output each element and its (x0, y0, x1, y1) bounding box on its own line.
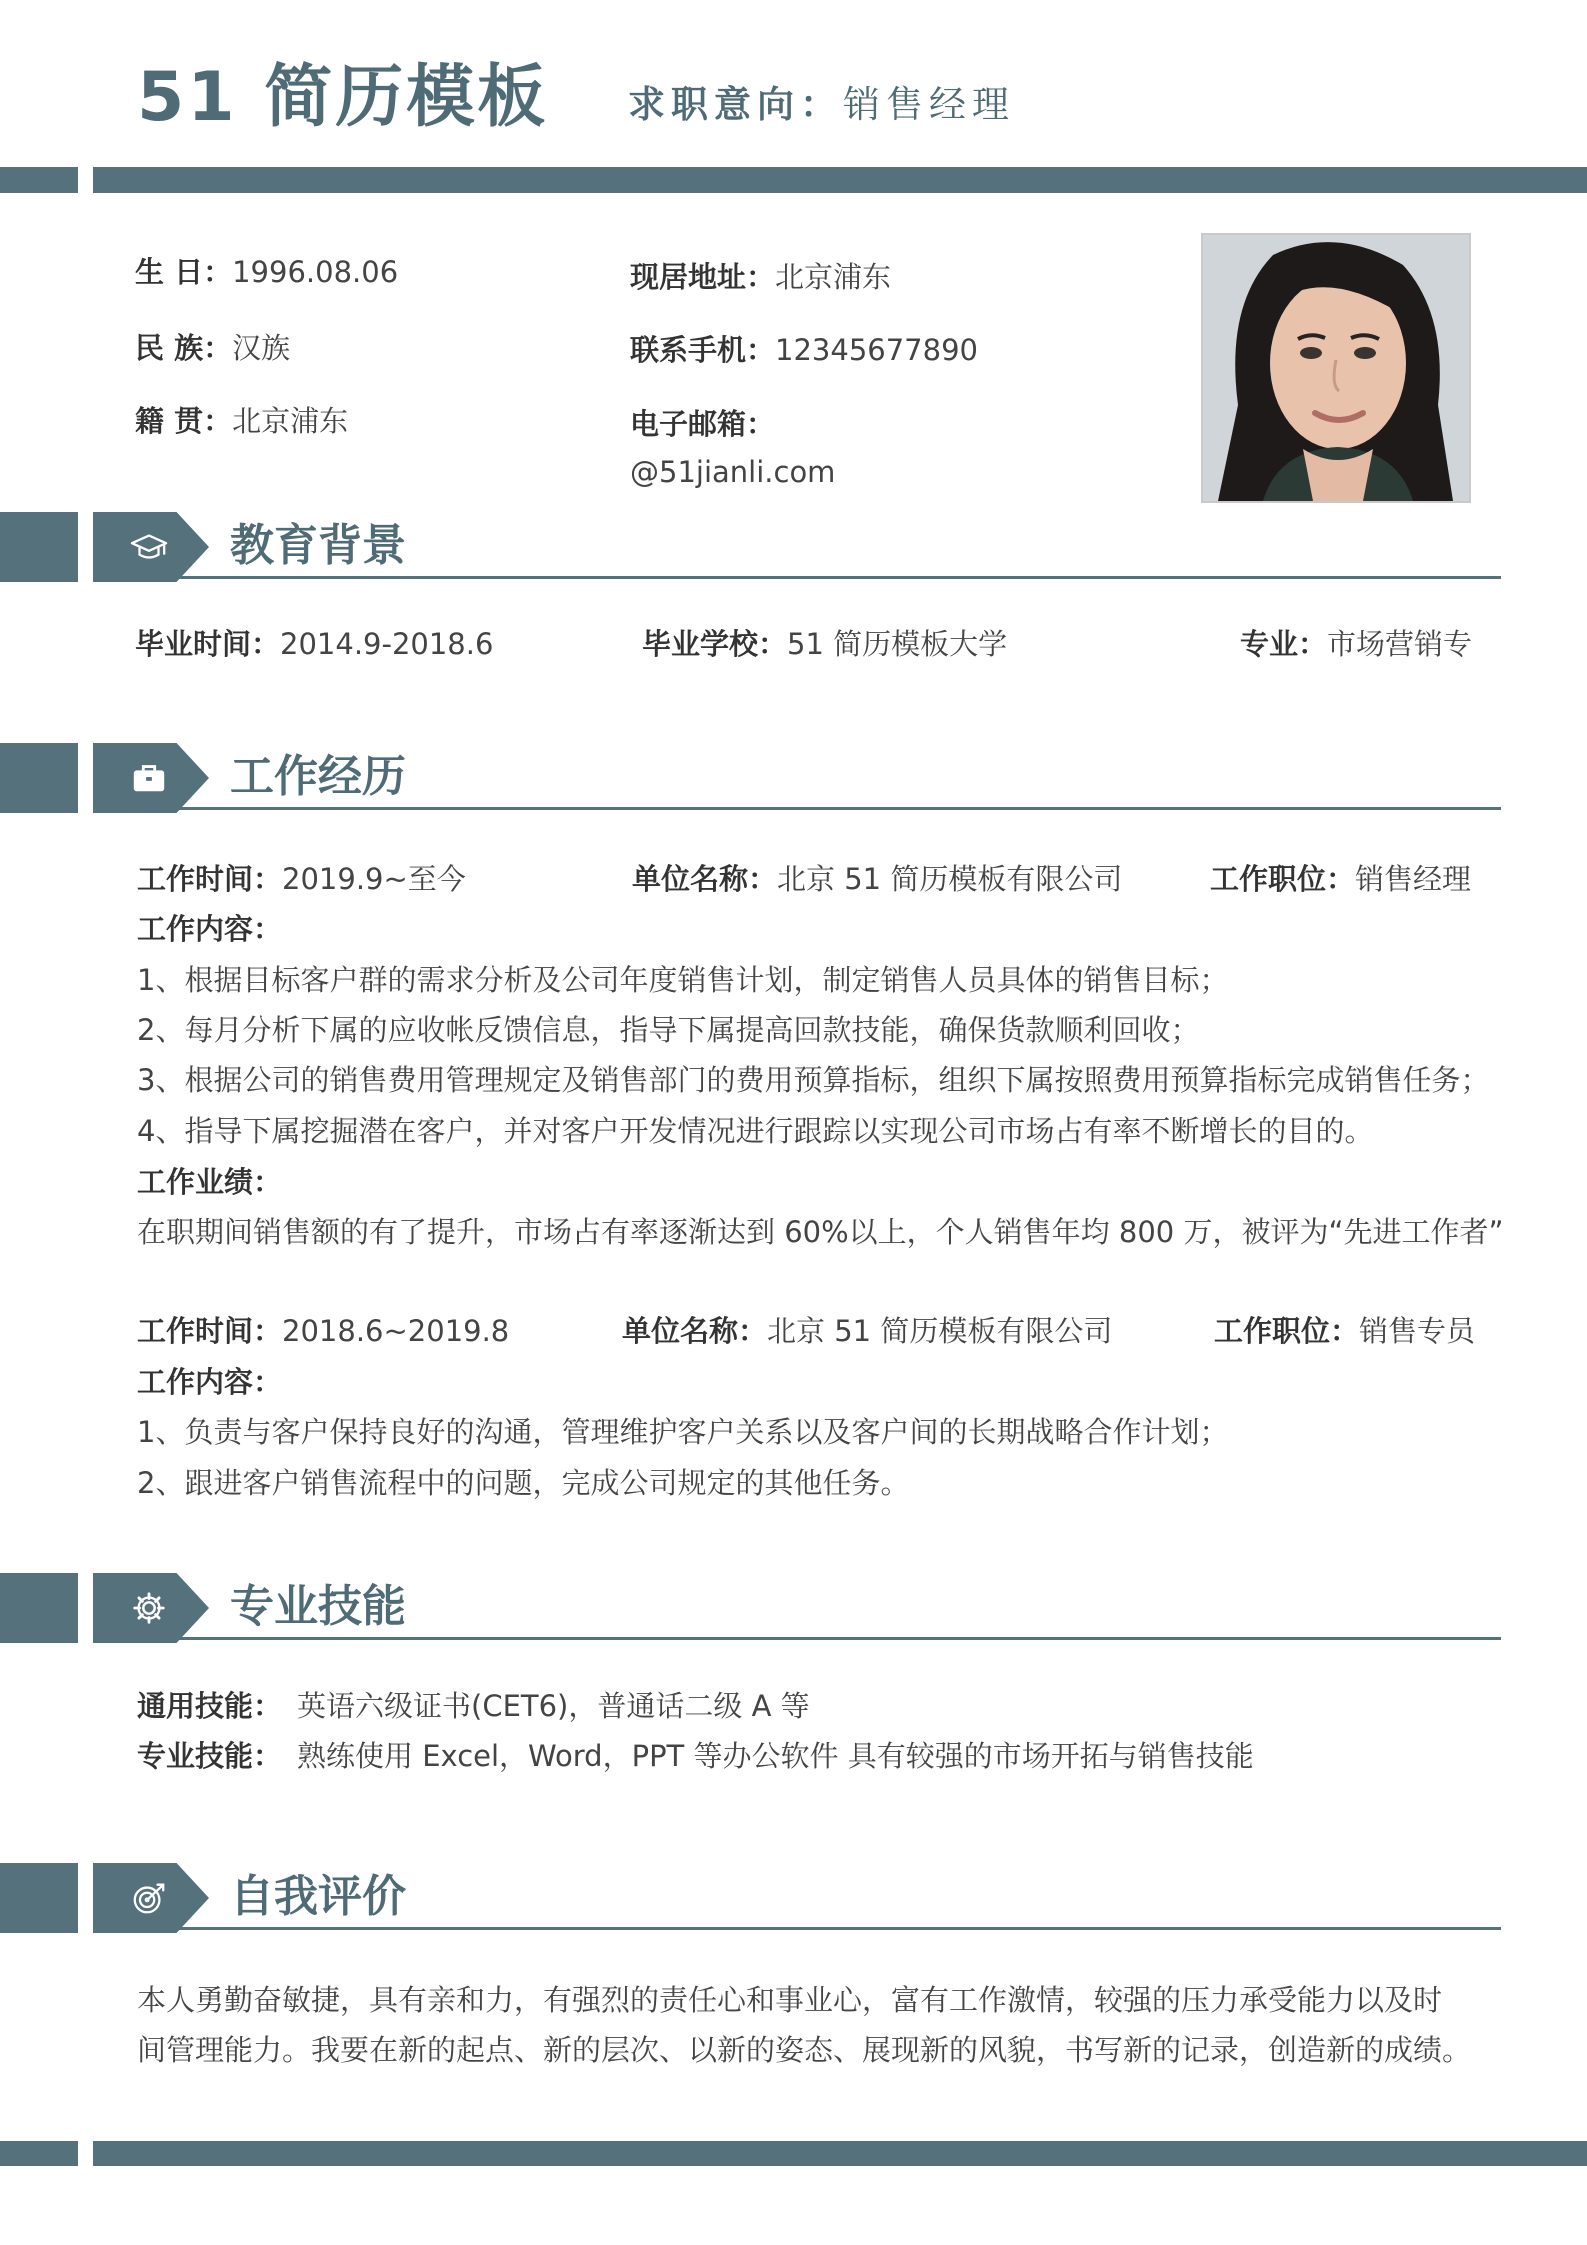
header-bar-left (0, 167, 78, 193)
portrait-illustration (1203, 235, 1469, 501)
job1-time-label: 工作时间： (137, 862, 283, 896)
target-icon (130, 1880, 168, 1916)
job1-content-line: 1、根据目标客户群的需求分析及公司年度销售计划，制定销售人员具体的销售目标； (137, 963, 1229, 997)
job2-content-line: 1、负责与客户保持良好的沟通，管理维护客户关系以及客户间的长期战略合作计划； (137, 1415, 1229, 1449)
job1-achievement-heading: 工作业绩： (137, 1165, 283, 1199)
job1-time-value: 2019.9~至今 (282, 862, 466, 896)
section-rule (93, 807, 1501, 810)
info-native-label: 籍 贯： (135, 404, 233, 438)
edu-major-value: 市场营销专 (1327, 627, 1473, 661)
section-rule (93, 576, 1501, 579)
footer-bar-right (93, 2141, 1587, 2166)
edu-school-value: 51 简历模板大学 (787, 627, 1008, 661)
gear-icon (130, 1590, 168, 1626)
section-tab-left (0, 743, 78, 813)
job1-content-line: 3、根据公司的销售费用管理规定及销售部门的费用预算指标，组织下属按照费用预算指标完成销售任务； (137, 1063, 1490, 1097)
section-skills-header (0, 1573, 1587, 1643)
section-self-eval-header (0, 1863, 1587, 1933)
job1-position (1210, 862, 1472, 896)
job2-time-label: 工作时间： (137, 1314, 283, 1348)
info-native (135, 404, 349, 438)
job2-content-label (137, 1365, 283, 1399)
job1-position-label: 工作职位： (1210, 862, 1356, 896)
skill-professional (137, 1739, 1254, 1773)
info-address-label: 现居地址： (630, 260, 776, 294)
footer-bar-left (0, 2141, 78, 2166)
info-birthday (135, 255, 399, 289)
skill-general-value: 英语六级证书(CET6)，普通话二级 A 等 (297, 1689, 810, 1723)
info-birthday-label: 生 日： (135, 255, 233, 289)
job2-company-value: 北京 51 简历模板有限公司 (767, 1314, 1113, 1348)
section-education-header (0, 512, 1587, 582)
job1-company-value: 北京 51 简历模板有限公司 (777, 862, 1123, 896)
edu-time (135, 627, 494, 661)
header-bar-right (93, 167, 1587, 193)
section-self-eval-title: 自我评价 (230, 1871, 406, 1922)
info-email-value: @51jianli.com (630, 455, 836, 489)
edu-time-value: 2014.9-2018.6 (280, 627, 494, 661)
job2-company (622, 1314, 1113, 1348)
info-email (630, 407, 776, 441)
edu-major (1240, 627, 1473, 661)
job2-content-line: 2、跟进客户销售流程中的问题，完成公司规定的其他任务。 (137, 1466, 910, 1500)
section-work-header (0, 743, 1587, 813)
job2-time (137, 1314, 510, 1348)
avatar-photo (1201, 233, 1471, 503)
info-phone-label: 联系手机： (630, 333, 776, 367)
section-education-title: 教育背景 (230, 520, 406, 571)
section-skills-title: 专业技能 (230, 1581, 406, 1632)
info-address-value: 北京浦东 (775, 260, 892, 294)
job1-achievement-label (137, 1165, 283, 1199)
job1-content-line: 2、每月分析下属的应收帐反馈信息，指导下属提高回款技能，确保货款顺利回收； (137, 1013, 1200, 1047)
info-phone (630, 333, 978, 367)
edu-school (642, 627, 1008, 661)
info-ethnicity-value: 汉族 (232, 331, 291, 365)
job1-company-label: 单位名称： (632, 862, 778, 896)
skill-general (137, 1689, 810, 1723)
job2-position-value: 销售专员 (1359, 1314, 1476, 1348)
job1-position-value: 销售经理 (1355, 862, 1472, 896)
edu-time-label: 毕业时间： (135, 627, 281, 661)
job2-position (1214, 1314, 1476, 1348)
section-tab-left (0, 512, 78, 582)
job1-content-label (137, 912, 283, 946)
self-eval-line: 本人勇勤奋敏捷，具有亲和力，有强烈的责任心和事业心，富有工作激情，较强的压力承受能力以及时 (137, 1983, 1443, 2017)
info-email-value-clipped (630, 454, 836, 489)
info-birthday-value: 1996.08.06 (232, 255, 399, 289)
info-address (630, 260, 892, 294)
skill-professional-label: 专业技能： (137, 1739, 283, 1773)
graduation-cap-icon (130, 529, 168, 565)
section-tab-left (0, 1863, 78, 1933)
info-ethnicity (135, 331, 291, 365)
job1-content-heading: 工作内容： (137, 912, 283, 946)
edu-school-label: 毕业学校： (642, 627, 788, 661)
info-email-label: 电子邮箱： (630, 407, 776, 441)
job1-company (632, 862, 1123, 896)
job1-achievement-text: 在职期间销售额的有了提升，市场占有率逐渐达到 60%以上，个人销售年均 800 万，被评为“先进工作者” (137, 1215, 1504, 1249)
section-rule (93, 1637, 1501, 1640)
job-intent (628, 83, 1015, 126)
job-intent-label: 求职意向： (628, 83, 843, 126)
info-ethnicity-label: 民 族： (135, 331, 233, 365)
job2-company-label: 单位名称： (622, 1314, 768, 1348)
briefcase-icon (130, 760, 168, 796)
section-rule (93, 1927, 1501, 1930)
self-eval-line: 间管理能力。我要在新的起点、新的层次、以新的姿态、展现新的风貌，书写新的记录，创造新的成绩。 (137, 2033, 1472, 2067)
job1-time (137, 862, 466, 896)
skill-professional-value: 熟练使用 Excel，Word，PPT 等办公软件 具有较强的市场开拓与销售技能 (297, 1739, 1254, 1773)
job2-position-label: 工作职位： (1214, 1314, 1360, 1348)
edu-major-label: 专业： (1240, 627, 1328, 661)
job-intent-value: 销售经理 (843, 83, 1015, 126)
section-work-title: 工作经历 (230, 751, 406, 802)
resume-brand-title: 51 简历模板 (137, 58, 549, 137)
job1-content-line: 4、指导下属挖掘潜在客户，并对客户开发情况进行跟踪以实现公司市场占有率不断增长的目的。 (137, 1114, 1374, 1148)
info-phone-value: 12345677890 (775, 333, 978, 367)
section-tab-left (0, 1573, 78, 1643)
job2-time-value: 2018.6~2019.8 (282, 1314, 510, 1348)
job2-content-heading: 工作内容： (137, 1365, 283, 1399)
info-native-value: 北京浦东 (232, 404, 349, 438)
skill-general-label: 通用技能： (137, 1689, 283, 1723)
